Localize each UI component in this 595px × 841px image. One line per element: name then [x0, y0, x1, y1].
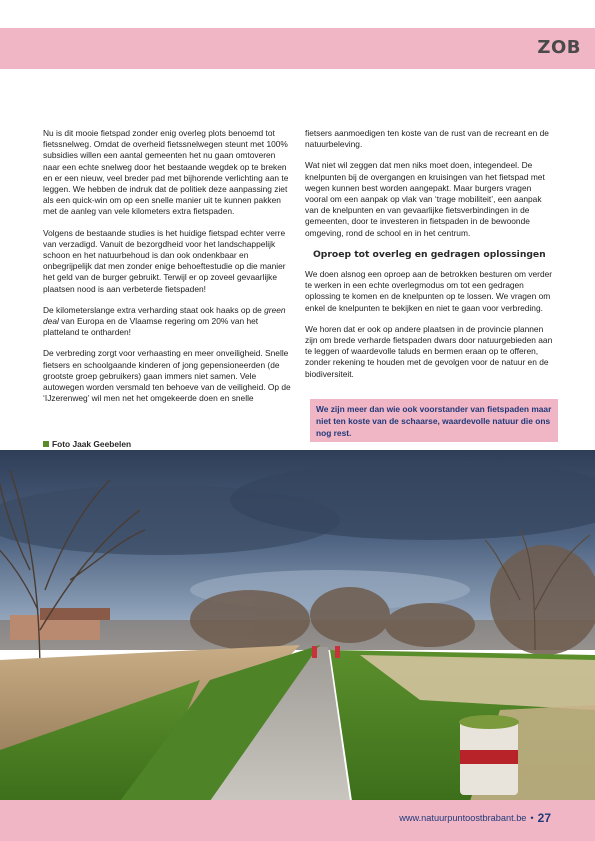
landscape-photo: [0, 450, 595, 801]
header-band: [0, 28, 595, 69]
footer: [399, 811, 551, 825]
page-number: 27: [537, 811, 551, 825]
footer-url[interactable]: www.natuurpuntoostbrabant.be: [399, 813, 527, 823]
caption-square-icon: [43, 441, 49, 447]
footer-separator: •: [530, 813, 534, 823]
left-text-column: [43, 128, 291, 414]
photo-credit: Foto Jaak Geebelen: [52, 439, 132, 449]
paragraph: fietsers aanmoedigen ten koste van de rust van de recreant en de natuurbeleving.: [305, 128, 549, 150]
subheading: Oproep tot overleg en gedragen oplossingen: [313, 248, 546, 260]
photo-caption: [43, 439, 131, 449]
section-tag: ZOB: [537, 37, 581, 58]
paragraph: Volgens de bestaande studies is het huidige fietspad echter verre van verzadigd. Vanuit de bezorgdheid voor het landschappelijk schoon en het natuurbehoud is dan ook ondenkbaar en onbegrijpelijk dat men zonder enige behoeftestudie op die manier het geld van de burger gebruikt. Terwijl er op zoveel gevaarlijke plaatsen nood is aan verbeterde fietspaden!: [43, 227, 286, 294]
paragraph-text: van Europa en de Vlaamse regering om 20% van het platteland te ontharden!: [43, 316, 259, 338]
right-text-column: [305, 128, 555, 390]
paragraph: Nu is dit mooie fietspad zonder enig overleg plots benoemd tot fietssnelweg. Omdat de overheid fietssnelwegen steunt met 100% subsidies willen een aantal gemeenten het nu gaan omtoveren naar een echte snelweg door het bestaande wegdek op te breken en er een nieuw, veel breder pad met bijhorende verlichting aan te leggen. We hebben de indruk dat de politiek deze aanpassing ziet als een quick-win om op een snelle manier uit te kunnen pakken met de aanleg van vele kilometers extra fietspaden.: [43, 128, 289, 217]
paragraph: We doen alsnog een oproep aan de betrokken besturen om verder te werken in een echte overlegmodus om tot een gedragen oplossing te komen en de knelpunten op te lossen. We vragen om enkel de knelpunten te bekijken en niet te gaan voor verbreding.: [305, 269, 553, 313]
footer-band: [0, 800, 595, 841]
italic-term: green deal: [43, 304, 286, 327]
paragraph: De verbreding zorgt voor verhaasting en meer onveiligheid. Snelle fietsers en schoolgaande kinderen of jong gepensioneerden (de grootste groep gebruikers) gaan immers niet samen. Vele autowegen worden versmald ten behoeve van de veiligheid. Op de ‘IJzerenweg’ wil men net het omgekeerde doen en snelle: [43, 348, 291, 404]
paragraph: [43, 305, 291, 339]
paragraph: Wat niet wil zeggen dat men niks moet doen, integendeel. De knelpunten bij de overgangen en kruisingen van het fietspad met wegen kunnen best worden aangepakt. Maar burgers vragen vooral om een aanpak op vlak van ‘trage mobiliteit’, een aanpak van de knelpunten en van gevaarlijke fietsverbindingen in de gemeenten, door te investeren in fietspaden in de bewoonde omgeving, rond de school en in het centrum.: [305, 160, 545, 238]
pull-quote: We zijn meer dan wie ook voorstander van fietspaden maar niet ten koste van de schaarse, waardevolle natuur die ons nog rest.: [310, 399, 558, 442]
paragraph: We horen dat er ook op andere plaatsen in de provincie plannen zijn om brede verharde fietspaden dwars door natuurgebieden aan te leggen of waardevolle taluds en bermen eraan op te offeren, zonder rekening te houden met de gevolgen voor de natuur en de biodiversiteit.: [305, 323, 553, 379]
photo-illustration: [0, 450, 595, 801]
paragraph-text: De kilometerslange extra verharding staat ook haaks op de: [43, 304, 265, 315]
